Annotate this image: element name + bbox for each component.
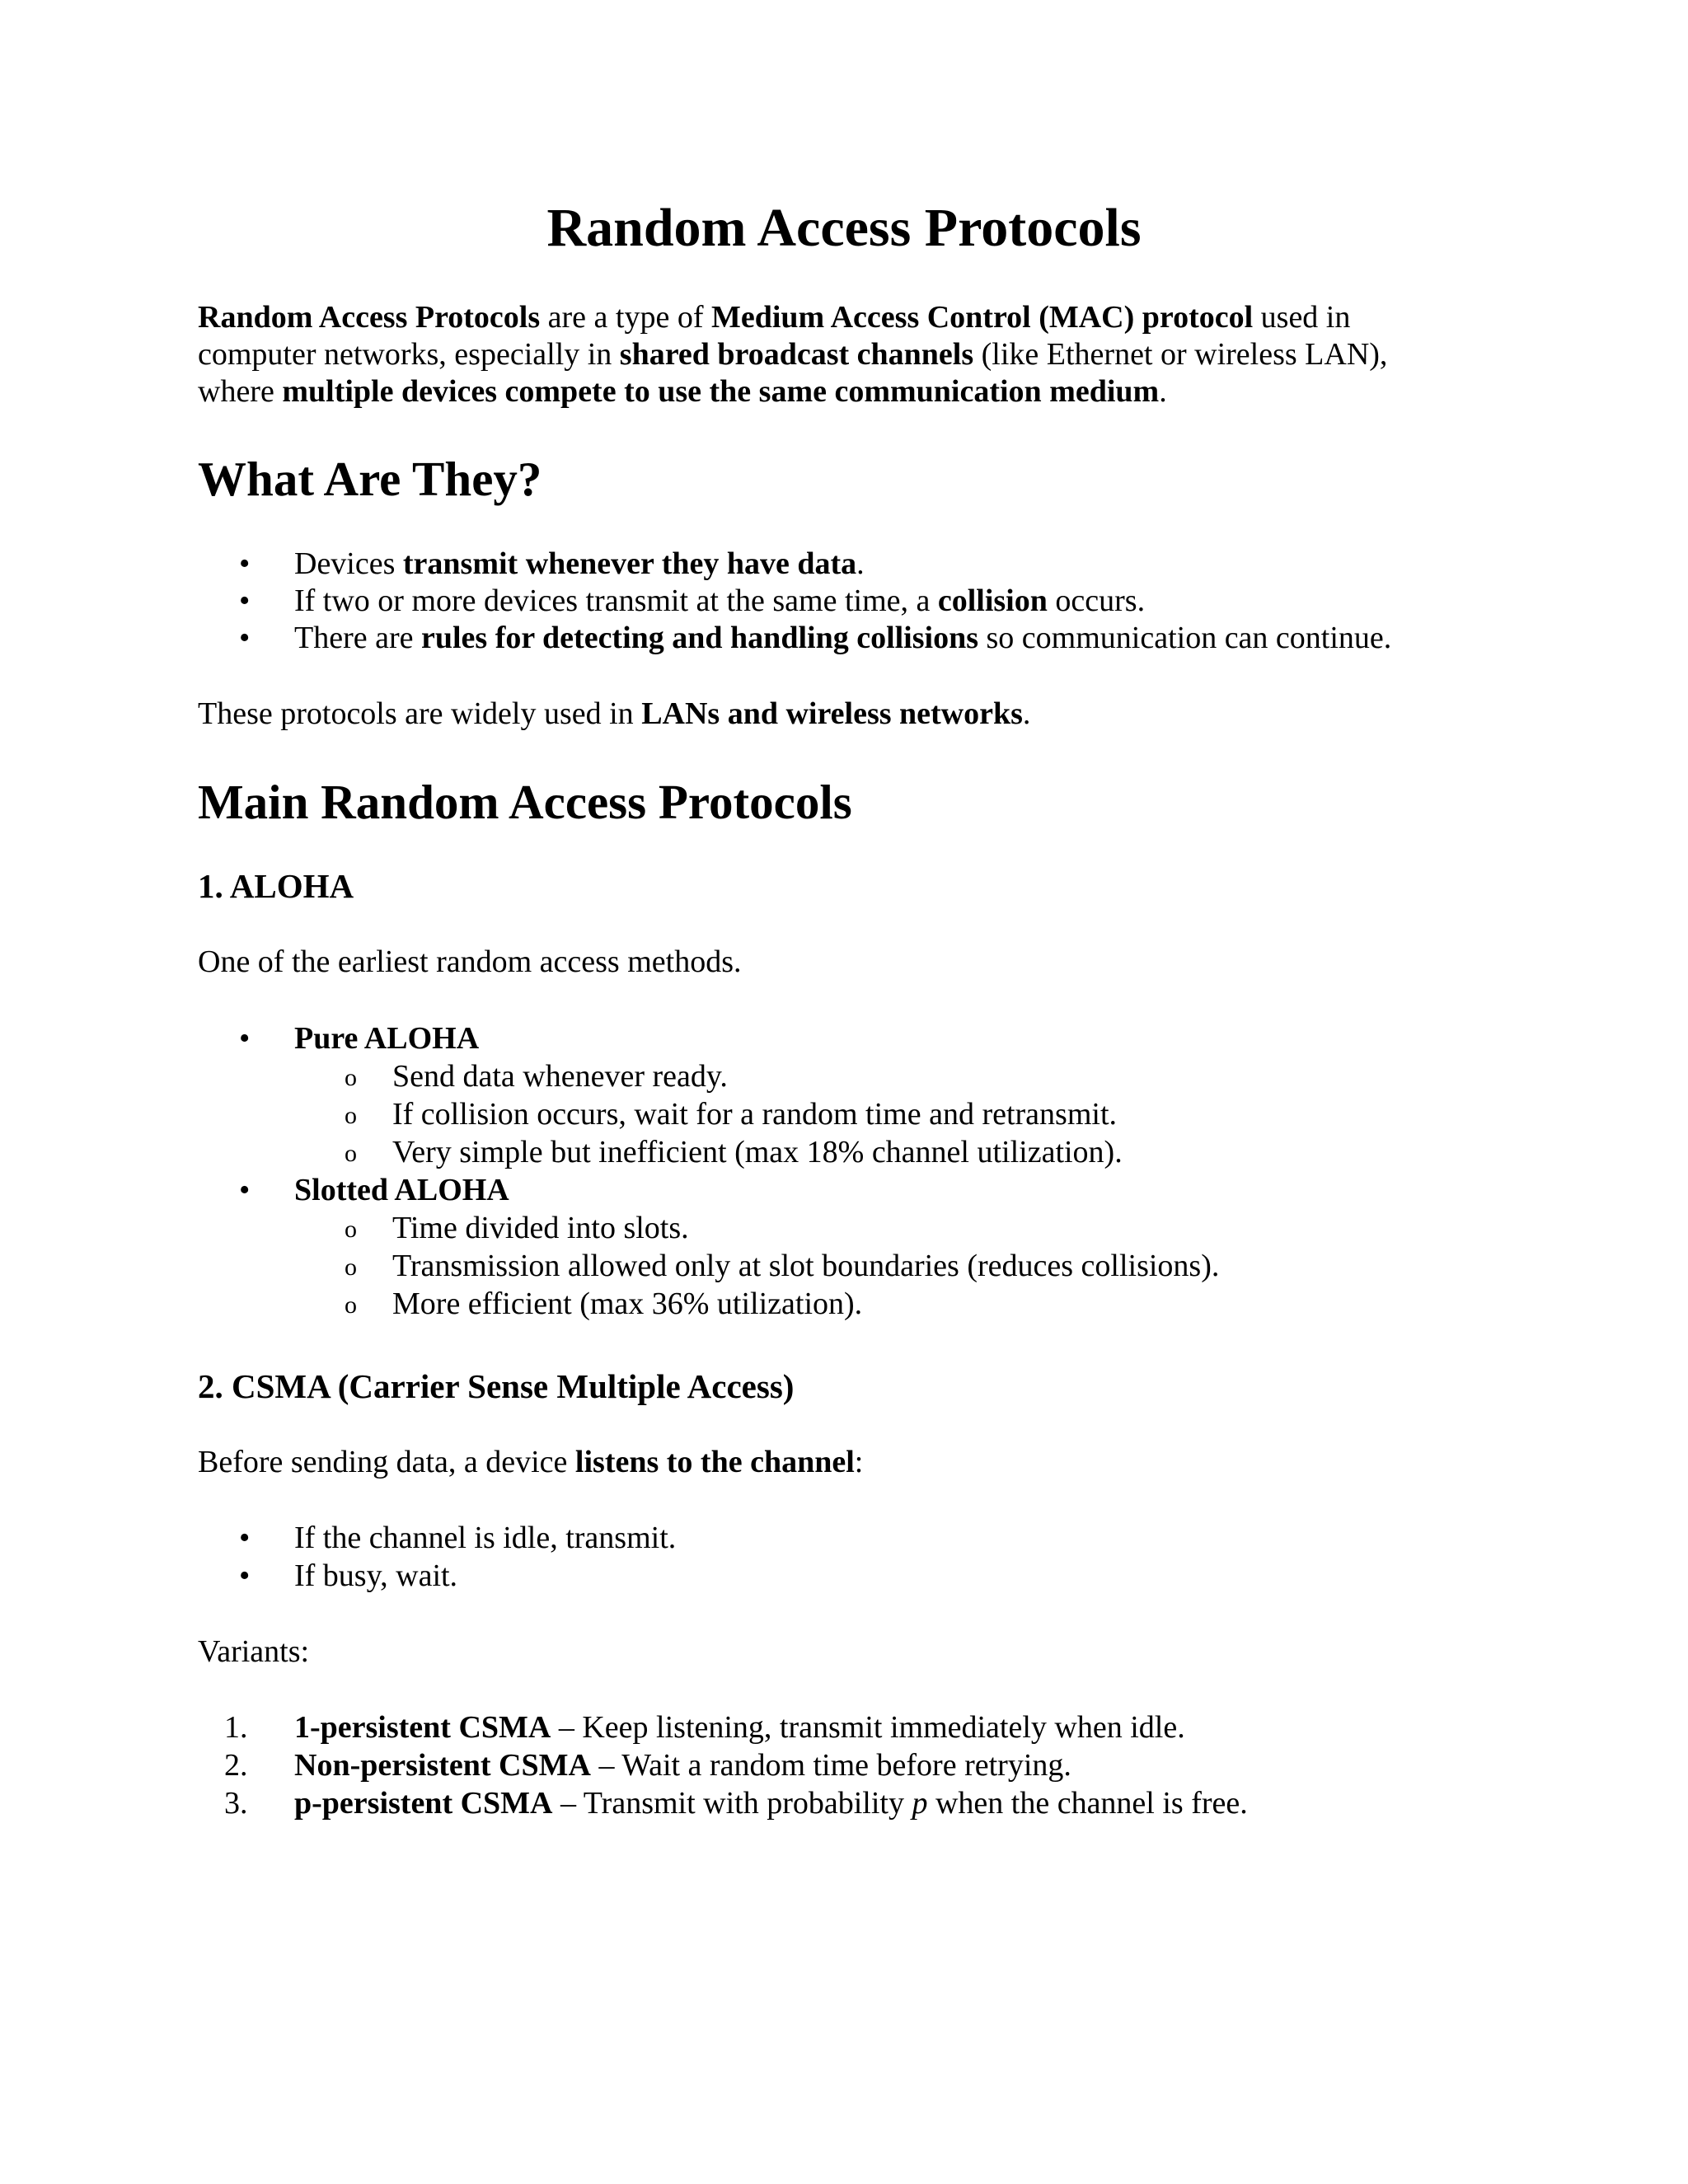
sub-bullet: o bbox=[345, 1140, 357, 1167]
sub-list-item: Time divided into slots. bbox=[392, 1211, 689, 1245]
section-heading-main: Main Random Access Protocols bbox=[198, 775, 852, 829]
list-item-pure-aloha: Pure ALOHA bbox=[294, 1021, 480, 1056]
list-item: There are rules for detecting and handling collisions so communication can continue. bbox=[294, 621, 1392, 655]
variant-item: p-persistent CSMA – Transmit with probability p when the channel is free. bbox=[294, 1786, 1248, 1821]
list-item: If busy, wait. bbox=[294, 1558, 458, 1593]
sub-list-item: Very simple but inefficient (max 18% channel utilization). bbox=[392, 1135, 1123, 1169]
section-heading-what: What Are They? bbox=[198, 452, 542, 506]
variant-item: Non-persistent CSMA – Wait a random time before retrying. bbox=[294, 1748, 1071, 1783]
sub-list-item: Send data whenever ready. bbox=[392, 1059, 728, 1094]
bullet-dot: • bbox=[239, 1173, 251, 1207]
bullet-dot: • bbox=[239, 621, 251, 655]
subsection-heading-aloha: 1. ALOHA bbox=[198, 867, 354, 905]
list-item: If two or more devices transmit at the same time, a collision occurs. bbox=[294, 583, 1146, 618]
bullet-dot: • bbox=[239, 1521, 251, 1555]
intro-line-2: computer networks, especially in shared broadcast channels (like Ethernet or wireless LAN), bbox=[198, 337, 1388, 372]
list-item: If the channel is idle, transmit. bbox=[294, 1521, 677, 1555]
sub-bullet: o bbox=[345, 1216, 357, 1243]
bullet-dot: • bbox=[239, 1558, 251, 1593]
list-item-slotted-aloha: Slotted ALOHA bbox=[294, 1173, 509, 1207]
intro-line-1: Random Access Protocols are a type of Medium Access Control (MAC) protocol used in bbox=[198, 300, 1351, 335]
list-number: 2. bbox=[224, 1748, 248, 1783]
usage-note: These protocols are widely used in LANs and wireless networks. bbox=[198, 696, 1031, 731]
sub-list-item: If collision occurs, wait for a random time and retransmit. bbox=[392, 1097, 1118, 1132]
sub-bullet: o bbox=[345, 1254, 357, 1281]
bullet-dot: • bbox=[239, 583, 251, 618]
aloha-intro: One of the earliest random access methods. bbox=[198, 944, 742, 979]
sub-bullet: o bbox=[345, 1102, 357, 1129]
sub-list-item: More efficient (max 36% utilization). bbox=[392, 1286, 863, 1321]
variants-label: Variants: bbox=[198, 1634, 310, 1669]
sub-list-item: Transmission allowed only at slot boundaries (reduces collisions). bbox=[392, 1249, 1220, 1283]
intro-line-3: where multiple devices compete to use the same communication medium. bbox=[198, 374, 1167, 409]
csma-intro: Before sending data, a device listens to the channel: bbox=[198, 1445, 864, 1479]
sub-bullet: o bbox=[345, 1291, 357, 1319]
bullet-dot: • bbox=[239, 546, 251, 581]
bullet-dot: • bbox=[239, 1021, 251, 1056]
list-number: 1. bbox=[224, 1710, 248, 1745]
list-item: Devices transmit whenever they have data. bbox=[294, 546, 865, 581]
page-title: Random Access Protocols bbox=[546, 198, 1142, 258]
list-number: 3. bbox=[224, 1786, 248, 1821]
sub-bullet: o bbox=[345, 1064, 357, 1091]
subsection-heading-csma: 2. CSMA (Carrier Sense Multiple Access) bbox=[198, 1367, 795, 1405]
variant-item: 1-persistent CSMA – Keep listening, transmit immediately when idle. bbox=[294, 1710, 1185, 1745]
